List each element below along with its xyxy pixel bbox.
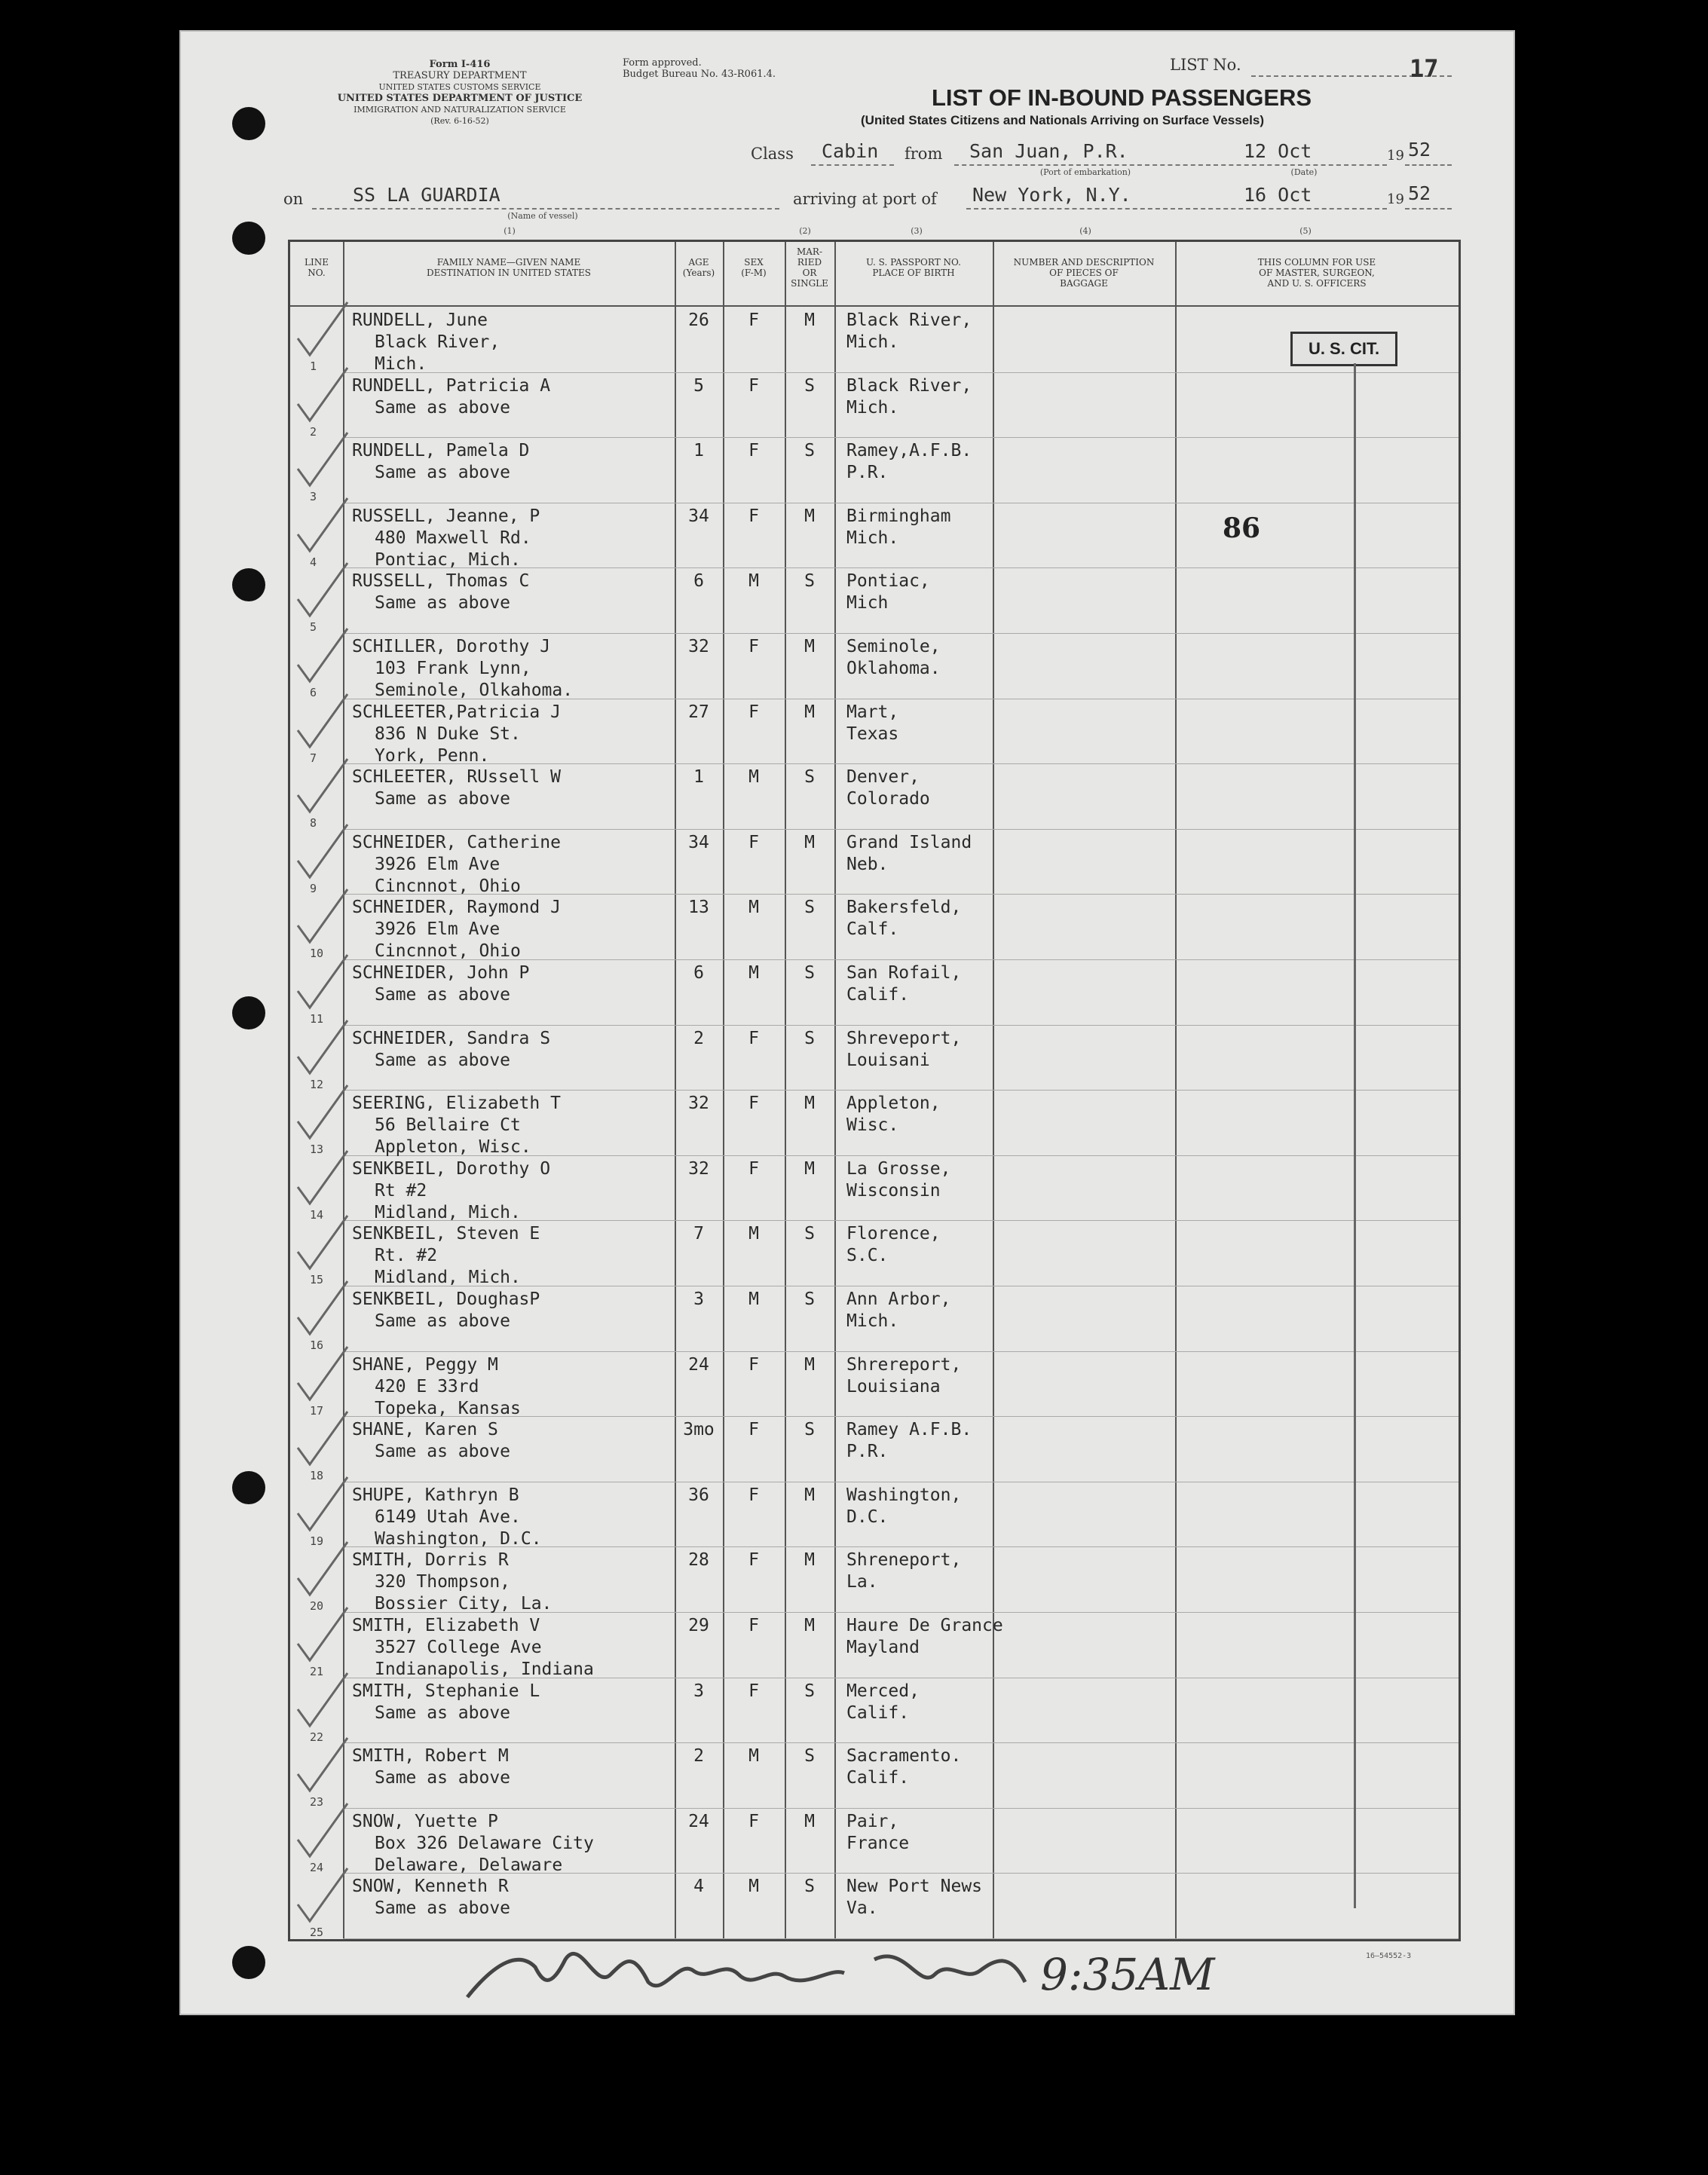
checkmark-icon [293,1017,354,1078]
arrival-port: New York, N.Y. [972,184,1131,206]
passenger-name: SHANE, Peggy M [352,1354,498,1375]
line-number: 22 [310,1730,324,1744]
page-subtitle: (United States Citizens and Nationals Arriving on Surface Vessels) [861,113,1265,127]
date-caption: (Date) [1290,167,1318,177]
passenger-marital: S [804,1028,815,1048]
checkmark-icon [293,430,354,490]
passenger-birthplace: Pontiac, Mich [846,571,930,613]
passenger-sex: F [748,1028,759,1048]
budget-bureau: Budget Bureau No. 43-R061.4. [623,69,776,80]
passenger-age: 3mo [683,1420,715,1440]
passenger-age: 3 [693,1289,704,1309]
line-number: 13 [310,1143,324,1157]
class-value: Cabin [822,140,879,162]
form-approved: Form approved. [623,57,702,69]
checkmark-icon [293,1278,354,1338]
form-number: Form I-416 [429,59,491,70]
passenger-sex: F [748,1420,759,1440]
line-number: 16 [310,1338,324,1352]
table-row [290,1482,1459,1547]
passenger-birthplace: Ann Arbor, Mich. [846,1289,951,1331]
form-code: 16—54552-3 [1366,1952,1412,1960]
passenger-birthplace: Seminole, Oklahoma. [846,637,941,678]
passenger-sex: F [748,506,759,526]
passenger-destination: Black River, Mich. [375,332,500,374]
passenger-sex: F [748,1616,759,1635]
table-row [290,1351,1459,1417]
checkmark-icon [293,691,354,751]
passenger-destination: Rt. #2 Midland, Mich. [375,1246,521,1288]
passenger-destination: 6149 Utah Ave. Washington, D.C. [375,1507,542,1549]
passenger-birthplace: Black River, Mich. [846,310,972,352]
passenger-birthplace: Ramey A.F.B. P.R. [846,1420,972,1462]
table-row [290,1090,1459,1158]
list-no-label: LIST No. [1170,56,1241,74]
passenger-sex: M [748,1289,759,1309]
passenger-destination: Same as above [375,1702,511,1723]
passenger-name: SENKBEIL, Dorothy O [352,1158,551,1179]
passenger-birthplace: Haure De Grance Mayland [846,1616,1003,1657]
line-number: 6 [310,686,317,699]
col-num-4: (4) [1079,226,1091,236]
checkmark-icon [293,1409,354,1469]
table-row [290,633,1459,699]
table-row [290,1416,1459,1482]
passenger-birthplace: Shreneport, La. [846,1550,962,1592]
port-embark-caption: (Port of embarkation) [1039,167,1131,177]
line-number: 15 [310,1273,324,1287]
checkmark-icon [293,1082,354,1143]
line-number: 5 [310,620,317,635]
passenger-marital: M [804,702,815,722]
passenger-name: SCHNEIDER, Raymond J [352,898,561,918]
year-prefix: 19 [1387,148,1404,164]
passenger-birthplace: San Rofail, Calif. [846,963,962,1005]
passenger-name: RUNDELL, Pamela D [352,441,530,461]
passenger-destination: Box 326 Delaware City Delaware, Delaware [375,1833,594,1875]
passenger-sex: F [748,1550,759,1571]
passenger-destination: 56 Bellaire Ct Appleton, Wisc. [375,1115,531,1158]
table-row [290,1546,1459,1612]
binder-hole [232,107,265,140]
passenger-destination: 836 N Duke St. York, Penn. [375,723,521,766]
passenger-age: 6 [693,571,704,592]
passenger-name: SEERING, Elizabeth T [352,1094,561,1114]
passenger-age: 7 [693,1224,704,1244]
passenger-sex: F [748,1811,759,1831]
passenger-name: SCHNEIDER, Sandra S [352,1028,551,1048]
justice-dept: UNITED STATES DEPARTMENT OF JUSTICE [337,93,583,104]
passenger-name: SMITH, Stephanie L [352,1681,540,1701]
line-number: 1 [310,359,317,373]
table-row [290,307,1459,372]
page-title: LIST OF IN-BOUND PASSENGERS [932,84,1312,111]
passenger-name: SMITH, Robert M [352,1746,509,1767]
line-number: 10 [310,947,324,961]
passenger-age: 24 [688,1354,709,1375]
passenger-age: 2 [693,1746,704,1767]
binder-hole [232,1946,265,1979]
passenger-birthplace: Black River, Mich. [846,375,972,418]
approval-block [623,57,788,80]
passenger-birthplace: Merced, Calif. [846,1681,920,1723]
table-row [290,1612,1459,1678]
passenger-name: SNOW, Kenneth R [352,1877,509,1897]
passenger-marital: S [804,1224,815,1244]
passenger-marital: S [804,1877,815,1897]
passenger-age: 1 [693,441,704,461]
line-number: 12 [310,1077,324,1091]
passenger-age: 28 [688,1550,709,1571]
passenger-age: 29 [688,1616,709,1635]
passenger-destination: Same as above [375,1768,511,1788]
checkmark-icon [293,626,354,686]
passenger-destination: Same as above [375,593,511,613]
passenger-marital: S [804,1420,815,1440]
vessel-name: SS LA GUARDIA [353,184,500,206]
checkmark-icon [293,495,354,555]
passenger-birthplace: Pair, France [846,1811,910,1853]
table-row [290,1155,1459,1221]
passenger-birthplace: Mart, Texas [846,702,899,744]
table-row [290,503,1459,568]
passenger-sex: F [748,637,759,656]
passenger-marital: M [804,1550,815,1571]
passenger-birthplace: Denver, Colorado [846,767,930,809]
line-number: 20 [310,1599,324,1614]
binder-hole [232,568,265,601]
treasury-dept: TREASURY DEPARTMENT [393,70,527,81]
col-name-header: FAMILY NAME—GIVEN NAME DESTINATION IN UNITED STATES [427,257,591,278]
col-married-header: MAR- RIED OR SINGLE [791,246,828,289]
officer-signature [452,1929,1221,2012]
table-row [290,959,1459,1025]
checkmark-icon [293,299,354,359]
passenger-destination: 420 E 33rd Topeka, Kansas [375,1376,521,1418]
passenger-marital: M [804,506,815,526]
line-number: 7 [310,751,317,765]
passenger-marital: M [804,1485,815,1505]
passenger-table [288,240,1461,1941]
passenger-destination: 320 Thompson, Bossier City, La. [375,1572,552,1614]
checkmark-icon [293,560,354,620]
passenger-destination: Same as above [375,463,511,483]
passenger-marital: M [804,637,815,656]
line-number: 3 [310,490,317,504]
customs-service: UNITED STATES CUSTOMS SERVICE [378,82,541,92]
from-label: from [905,145,943,163]
passenger-name: SHUPE, Kathryn B [352,1485,519,1505]
checkmark-icon [293,1604,354,1665]
passenger-age: 5 [693,375,704,396]
table-row [290,829,1459,895]
passenger-sex: M [748,963,759,983]
passenger-name: SCHLEETER,Patricia J [352,702,561,722]
passenger-sex: F [748,832,759,852]
checkmark-icon [293,821,354,882]
col-baggage-header: NUMBER AND DESCRIPTION OF PIECES OF BAGGAGE [1013,257,1155,289]
passenger-birthplace: Grand Island Neb. [846,832,972,874]
depart-year: 52 [1408,139,1431,161]
passenger-name: RUSSELL, Thomas C [352,571,530,592]
passenger-destination: Same as above [375,1442,511,1462]
passenger-birthplace: Appleton, Wisc. [846,1094,941,1136]
line-number: 8 [310,816,317,831]
passenger-marital: M [804,1811,815,1831]
passenger-destination: 480 Maxwell Rd. Pontiac, Mich. [375,528,531,570]
passenger-sex: F [748,1094,759,1114]
passenger-birthplace: Birmingham Mich. [846,506,951,548]
passenger-age: 32 [688,1158,709,1179]
revision: (Rev. 6-16-52) [430,116,489,126]
line-number: 14 [310,1207,324,1222]
passenger-marital: M [804,1094,815,1114]
passenger-age: 3 [693,1681,704,1701]
arriving-label: arriving at port of [793,190,937,208]
checkmark-icon [293,1148,354,1208]
table-row [290,437,1459,503]
passenger-sex: M [748,1746,759,1767]
table-row [290,372,1459,438]
passenger-destination: Same as above [375,397,511,418]
passenger-age: 2 [693,1028,704,1048]
passenger-sex: M [748,1877,759,1897]
passenger-destination: 3926 Elm Ave Cincnnot, Ohio [375,919,521,962]
col-sex-header: SEX (F-M) [741,257,767,278]
passenger-birthplace: New Port News Va. [846,1877,983,1919]
col-passport-header: U. S. PASSPORT NO. PLACE OF BIRTH [866,257,961,278]
passenger-birthplace: Florence, S.C. [846,1224,941,1266]
col-age-header: AGE (Years) [682,257,715,278]
passenger-marital: S [804,1289,815,1309]
passenger-age: 27 [688,702,709,722]
line-number: 25 [310,1926,324,1940]
passenger-destination: Rt #2 Midland, Mich. [375,1180,521,1222]
passenger-birthplace: Washington, D.C. [846,1485,962,1527]
passenger-destination: Same as above [375,985,511,1005]
passenger-name: SCHLEETER, RUssell W [352,767,561,788]
stamp-guide-line [1354,363,1356,1908]
col-officers-header: THIS COLUMN FOR USE OF MASTER, SURGEON, AND U. S. OFFICERS [1257,257,1376,289]
col-num-3: (3) [911,226,923,236]
passenger-name: SENKBEIL, DoughasP [352,1289,540,1309]
passenger-marital: S [804,1681,815,1701]
checkmark-icon [293,1800,354,1861]
line-number: 21 [310,1665,324,1678]
passenger-marital: M [804,1354,815,1375]
table-row [290,1742,1459,1808]
year-prefix-2: 19 [1387,191,1404,207]
passenger-marital: S [804,767,815,788]
binder-hole [232,222,265,255]
passenger-birthplace: Shrereport, Louisiana [846,1354,962,1396]
officer-annotation: 86 [1223,512,1261,544]
passenger-destination: 3926 Elm Ave Cincnnot, Ohio [375,854,521,896]
table-row [290,1808,1459,1874]
passenger-sex: M [748,1224,759,1244]
line-number: 23 [310,1795,324,1809]
table-row [290,1025,1459,1091]
passenger-age: 36 [688,1485,709,1505]
passenger-sex: F [748,702,759,722]
passenger-age: 32 [688,1094,709,1114]
passenger-destination: 103 Frank Lynn, Seminole, Olkahoma. [375,659,574,700]
passenger-marital: S [804,375,815,396]
checkmark-icon [293,1539,354,1599]
passenger-destination: 3527 College Ave Indianapolis, Indiana [375,1638,594,1679]
passenger-name: RUSSELL, Jeanne, P [352,506,540,526]
passenger-name: SCHNEIDER, John P [352,963,530,983]
col-line-header: LINE NO. [305,257,329,278]
passenger-name: SENKBEIL, Steven E [352,1224,540,1244]
passenger-name: SMITH, Elizabeth V [352,1616,540,1635]
table-row [290,1678,1459,1743]
depart-date: 12 Oct [1244,140,1312,162]
line-number: 11 [310,1012,324,1026]
passenger-sex: M [748,571,759,592]
passenger-birthplace: Shreveport, Louisani [846,1028,962,1070]
passenger-marital: M [804,310,815,330]
from-value: San Juan, P.R. [969,140,1128,162]
arrival-year: 52 [1408,182,1431,204]
passenger-sex: F [748,1354,759,1375]
checkmark-icon [293,886,354,947]
passenger-marital: M [804,1158,815,1179]
line-number: 19 [310,1534,324,1548]
passenger-marital: S [804,571,815,592]
line-number: 17 [310,1403,324,1418]
binder-hole [232,1471,265,1504]
passenger-age: 34 [688,832,709,852]
checkmark-icon [293,365,354,425]
passenger-age: 4 [693,1877,704,1897]
line-number: 2 [310,424,317,439]
arrival-date: 16 Oct [1244,184,1312,206]
passenger-destination: Same as above [375,789,511,809]
passenger-name: SMITH, Dorris R [352,1550,509,1571]
passenger-sex: F [748,1158,759,1179]
line-number: 24 [310,1860,324,1874]
passenger-age: 26 [688,310,709,330]
passenger-age: 1 [693,767,704,788]
passenger-marital: M [804,1616,815,1635]
passenger-sex: M [748,767,759,788]
passenger-name: RUNDELL, June [352,310,488,330]
passenger-name: SNOW, Yuette P [352,1811,498,1831]
passenger-sex: F [748,441,759,461]
passenger-age: 24 [688,1811,709,1831]
binder-hole [232,996,265,1029]
checkmark-icon [293,1670,354,1730]
line-number: 4 [310,555,317,569]
checkmark-icon [293,1865,354,1926]
col-num-2: (2) [799,226,811,236]
passenger-age: 34 [688,506,709,526]
table-row [290,699,1459,764]
passenger-age: 32 [688,637,709,656]
passenger-sex: F [748,375,759,396]
ins-service: IMMIGRATION AND NATURALIZATION SERVICE [354,105,566,115]
passenger-destination: Same as above [375,1050,511,1070]
passenger-marital: S [804,898,815,918]
passenger-sex: M [748,898,759,918]
passenger-sex: F [748,1485,759,1505]
table-row [290,1286,1459,1351]
passenger-name: RUNDELL, Patricia A [352,375,551,396]
class-label: Class [751,145,794,163]
checkmark-icon [293,1735,354,1795]
table-row [290,1220,1459,1286]
passenger-destination: Same as above [375,1898,511,1919]
passenger-marital: S [804,1746,815,1767]
vessel-caption: (Name of vessel) [507,211,578,221]
passenger-marital: S [804,963,815,983]
checkmark-icon [293,1474,354,1534]
passenger-age: 13 [688,898,709,918]
list-no-value: 17 [1410,54,1439,83]
us-citizen-stamp: U. S. CIT. [1290,332,1397,366]
passenger-birthplace: Sacramento. Calif. [846,1746,962,1788]
on-label: on [283,190,304,208]
table-row [290,894,1459,962]
passenger-sex: F [748,310,759,330]
passenger-birthplace: Bakersfeld, Calf. [846,898,962,940]
checkmark-icon [293,1344,354,1404]
svg-text:9:35AM: 9:35AM [1040,1949,1215,2000]
line-number: 18 [310,1469,324,1483]
passenger-marital: S [804,441,815,461]
table-row [290,763,1459,829]
checkmark-icon [293,952,354,1012]
passenger-age: 6 [693,963,704,983]
passenger-name: SCHILLER, Dorothy J [352,637,551,656]
col-num-5: (5) [1299,226,1312,236]
passenger-birthplace: Ramey,A.F.B. P.R. [846,441,972,483]
passenger-name: SCHNEIDER, Catherine [352,832,561,852]
checkmark-icon [293,756,354,816]
table-row [290,567,1459,633]
passenger-destination: Same as above [375,1311,511,1331]
form-id-block [279,59,641,127]
passenger-sex: F [748,1681,759,1701]
checkmark-icon [293,1213,354,1273]
passenger-birthplace: La Grosse, Wisconsin [846,1158,951,1201]
col-num-1: (1) [504,226,516,236]
passenger-marital: M [804,832,815,852]
line-number: 9 [310,881,317,895]
passenger-name: SHANE, Karen S [352,1420,498,1440]
